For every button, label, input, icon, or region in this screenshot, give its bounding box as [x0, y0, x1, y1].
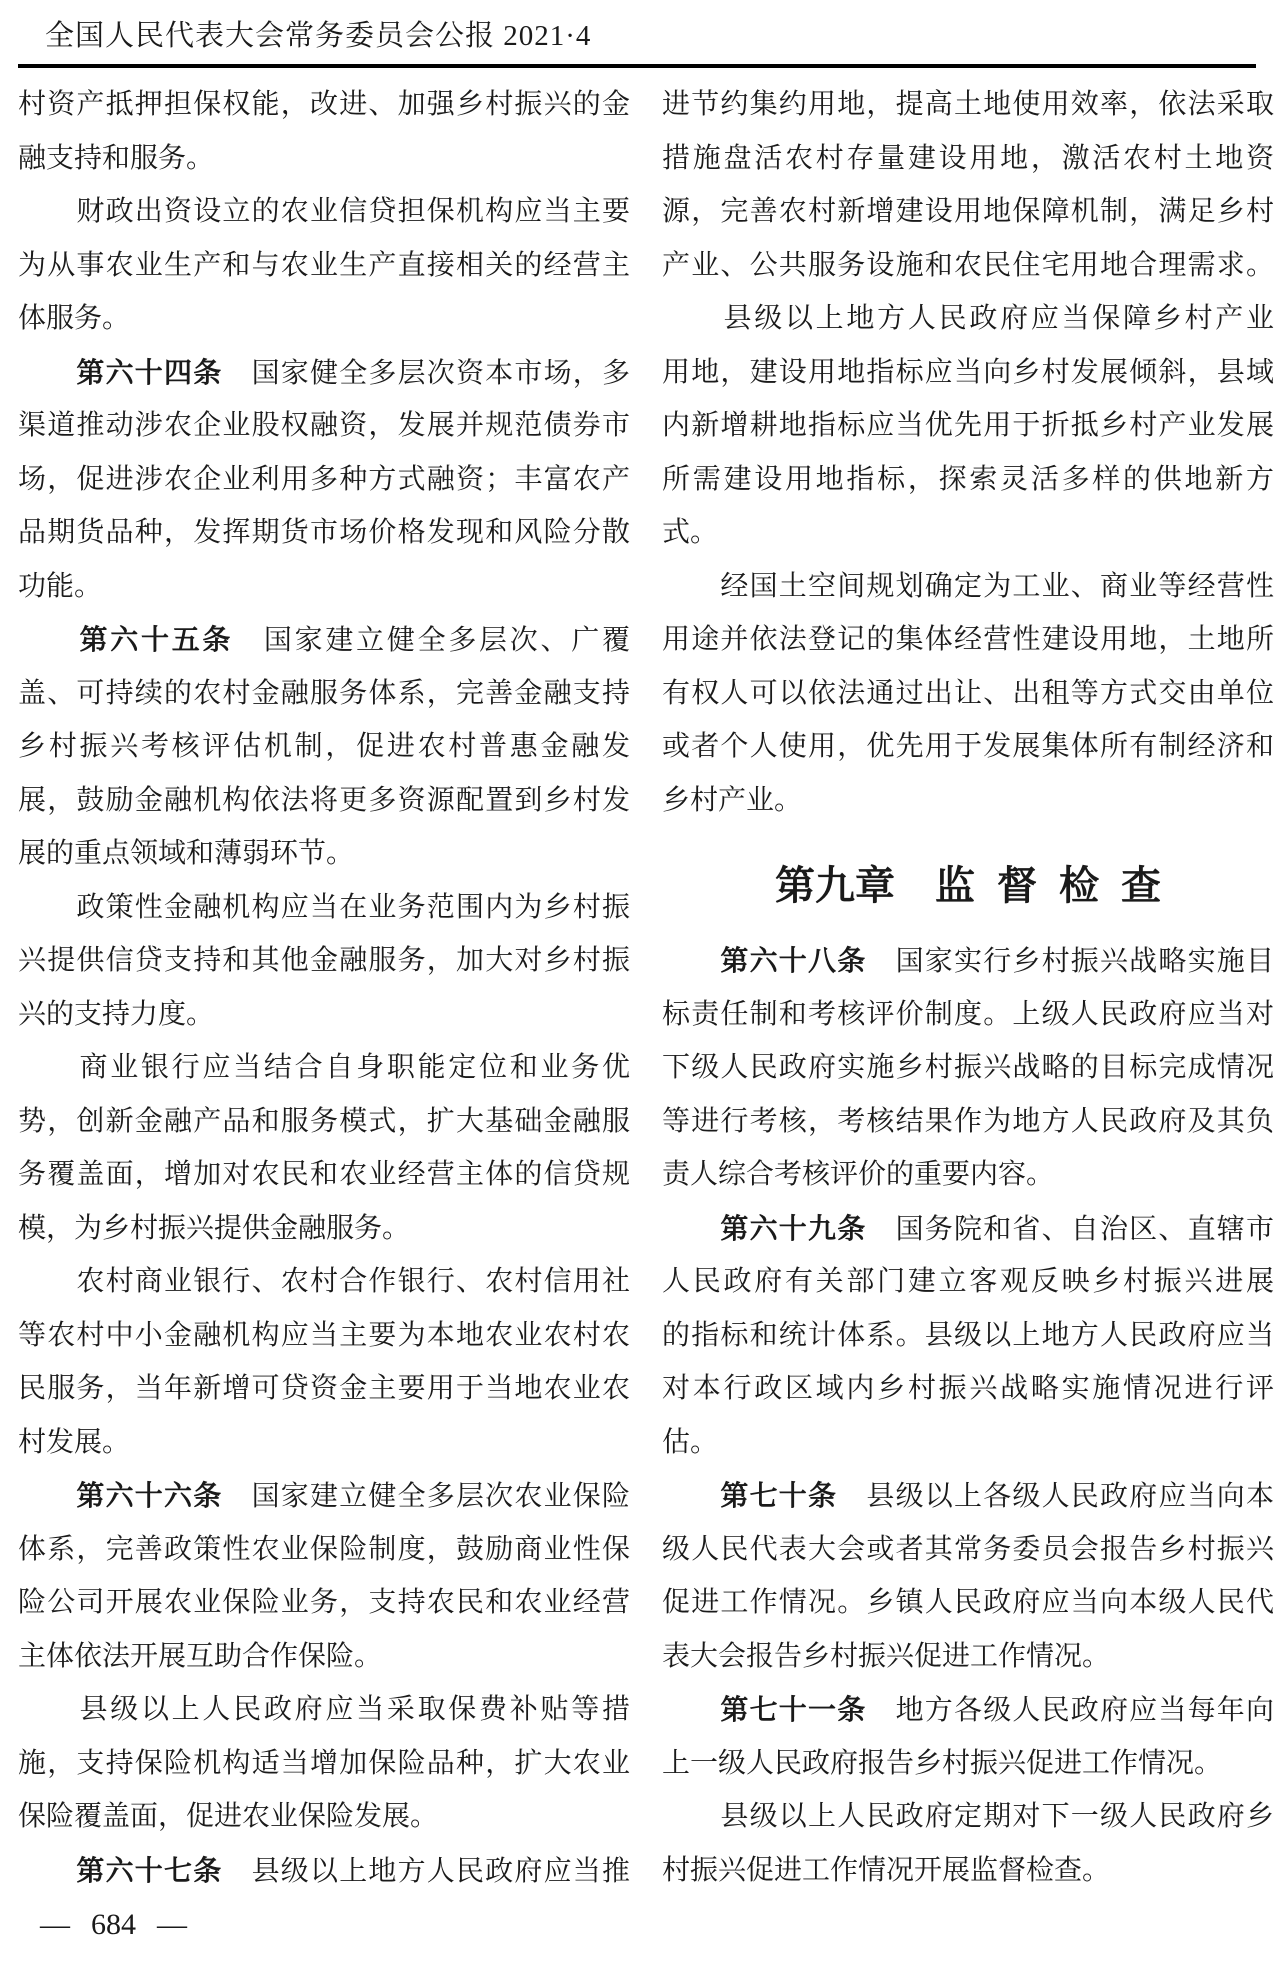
- text-line: 品期货品种，发挥期货市场价格发现和风险分散: [18, 517, 630, 548]
- text-line: 模，为乡村振兴提供金融服务。: [18, 1212, 411, 1244]
- text-line: 用途并依法登记的集体经营性建设用地，土地所: [662, 624, 1274, 655]
- text-line: 功能。: [18, 570, 103, 602]
- text-line: 险公司开展农业保险业务，支持农民和农业经营: [18, 1587, 630, 1618]
- article-number: 第七十一条: [720, 1694, 867, 1725]
- text-line: 县级以上地方人民政府应当保障乡村产业: [662, 303, 1274, 334]
- text-line: 民服务，当年新增可贷资金主要用于当地农业农: [18, 1373, 630, 1404]
- text-line: 县级以上人民政府应当采取保费补贴等措: [18, 1694, 630, 1725]
- text-line: 责人综合考核评价的重要内容。: [662, 1159, 1055, 1190]
- text-line: 渠道推动涉农企业股权融资，发展并规范债券市: [18, 410, 630, 441]
- text-line: 等进行考核，考核结果作为地方人民政府及其负: [662, 1105, 1274, 1137]
- text-line: 第七十一条 地方各级人民政府应当每年向: [720, 1694, 1274, 1726]
- text-line: 表大会报告乡村振兴促进工作情况。: [662, 1640, 1111, 1672]
- text-line: 乡村振兴考核评估机制，促进农村普惠金融发: [18, 731, 630, 762]
- text-line: 村资产抵押担保权能，改进、加强乡村振兴的金: [18, 89, 630, 120]
- chapter-number: 第九章: [775, 864, 895, 908]
- text-line: 内新增耕地指标应当优先用于折抵乡村产业发展: [662, 410, 1274, 441]
- text-line: 第七十条 县级以上各级人民政府应当向本: [720, 1480, 1274, 1512]
- text-line: 源，完善农村新增建设用地保障机制，满足乡村: [662, 196, 1274, 227]
- text-line: 盖、可持续的农村金融服务体系，完善金融支持: [18, 677, 630, 709]
- article-number: 第六十八条: [720, 945, 867, 976]
- text-line: 下级人民政府实施乡村振兴战略的目标完成情况: [662, 1052, 1274, 1083]
- text-line: 融支持和服务。: [18, 142, 215, 174]
- text-line: 第六十六条 国家建立健全多层次农业保险: [76, 1480, 630, 1512]
- text-line: 上一级人民政府报告乡村振兴促进工作情况。: [662, 1747, 1223, 1779]
- article-number: 第六十七条: [76, 1854, 223, 1886]
- text-line: 体系，完善政策性农业保险制度，鼓励商业性保: [18, 1533, 630, 1565]
- text-line: 村振兴促进工作情况开展监督检查。: [662, 1854, 1111, 1886]
- text-line: 有权人可以依法通过出让、出租等方式交由单位: [662, 677, 1274, 709]
- text-line: 措施盘活农村存量建设用地，激活农村土地资: [662, 142, 1274, 174]
- text-line: 产业、公共服务设施和农民住宅用地合理需求。: [662, 249, 1274, 281]
- text-line: 或者个人使用，优先用于发展集体所有制经济和: [662, 731, 1274, 762]
- text-line: 第六十四条 国家健全多层次资本市场，多: [76, 356, 630, 389]
- text-line: 估。: [662, 1426, 719, 1458]
- text-line: 务覆盖面，增加对农民和农业经营主体的信贷规: [18, 1159, 630, 1190]
- page-number: — 684 —: [40, 1908, 187, 1941]
- text-line: 标责任制和考核评价制度。上级人民政府应当对: [662, 998, 1274, 1030]
- article-number: 第六十九条: [720, 1212, 867, 1244]
- text-line: 农村商业银行、农村合作银行、农村信用社: [18, 1266, 630, 1297]
- text-line: 展的重点领域和薄弱环节。: [18, 838, 355, 869]
- text-line: 展，鼓励金融机构依法将更多资源配置到乡村发: [18, 784, 630, 816]
- text-line: 进节约集约用地，提高土地使用效率，依法采取: [662, 89, 1274, 120]
- text-line: 所需建设用地指标，探索灵活多样的供地新方: [662, 463, 1274, 495]
- text-line: 为从事农业生产和与农业生产直接相关的经营主: [18, 249, 630, 281]
- text-line: 施，支持保险机构适当增加保险品种，扩大农业: [18, 1747, 630, 1779]
- text-line: 人民政府有关部门建立客观反映乡村振兴进展: [662, 1266, 1274, 1297]
- text-line: 等农村中小金融机构应当主要为本地农业农村农: [18, 1319, 630, 1351]
- text-line: 势，创新金融产品和服务模式，扩大基础金融服: [18, 1105, 630, 1137]
- page-header-title: 全国人民代表大会常务委员会公报 2021·4: [45, 20, 592, 52]
- text-line: 政策性金融机构应当在业务范围内为乡村振: [18, 891, 630, 923]
- text-line: 体服务。: [18, 303, 131, 334]
- text-line: 村发展。: [18, 1426, 131, 1458]
- text-line: 保险覆盖面，促进农业保险发展。: [18, 1801, 439, 1832]
- article-number: 第七十条: [720, 1480, 838, 1511]
- text-line: 财政出资设立的农业信贷担保机构应当主要: [18, 196, 630, 227]
- text-line: 商业银行应当结合自身职能定位和业务优: [18, 1052, 630, 1083]
- text-line: 促进工作情况。乡镇人民政府应当向本级人民代: [662, 1587, 1274, 1618]
- text-line: 级人民代表大会或者其常务委员会报告乡村振兴: [662, 1533, 1274, 1565]
- left-text-column: [18, 78, 630, 1897]
- text-line: 兴提供信贷支持和其他金融服务，加大对乡村振: [18, 945, 630, 976]
- chapter-title: 监督检查: [935, 864, 1183, 908]
- article-number: 第六十六条: [76, 1480, 223, 1511]
- text-line: 的指标和统计体系。县级以上地方人民政府应当: [662, 1319, 1274, 1351]
- text-line: 第六十七条 县级以上地方人民政府应当推: [76, 1854, 630, 1887]
- article-number: 第六十四条: [76, 356, 223, 388]
- text-line: 第六十五条 国家建立健全多层次、广覆: [79, 624, 630, 656]
- text-line: 场，促进涉农企业利用多种方式融资；丰富农产: [18, 463, 630, 495]
- text-line: 式。: [662, 517, 719, 548]
- text-line: 县级以上人民政府定期对下一级人民政府乡: [662, 1801, 1274, 1832]
- header-rule: [18, 64, 1256, 68]
- text-line: 第六十八条 国家实行乡村振兴战略实施目: [720, 945, 1274, 977]
- text-line: 主体依法开展互助合作保险。: [18, 1640, 383, 1672]
- text-line: 乡村产业。: [662, 784, 803, 816]
- chapter-heading: [662, 827, 1274, 934]
- text-line: 兴的支持力度。: [18, 998, 215, 1030]
- text-line: 用地，建设用地指标应当向乡村发展倾斜，县域: [662, 356, 1274, 388]
- article-number: 第六十五条: [79, 624, 234, 655]
- text-line: 对本行政区域内乡村振兴战略实施情况进行评: [662, 1373, 1274, 1404]
- right-text-column: [662, 78, 1274, 1897]
- text-line: 第六十九条 国务院和省、自治区、直辖市: [720, 1212, 1274, 1245]
- text-line: 经国土空间规划确定为工业、商业等经营性: [662, 570, 1274, 602]
